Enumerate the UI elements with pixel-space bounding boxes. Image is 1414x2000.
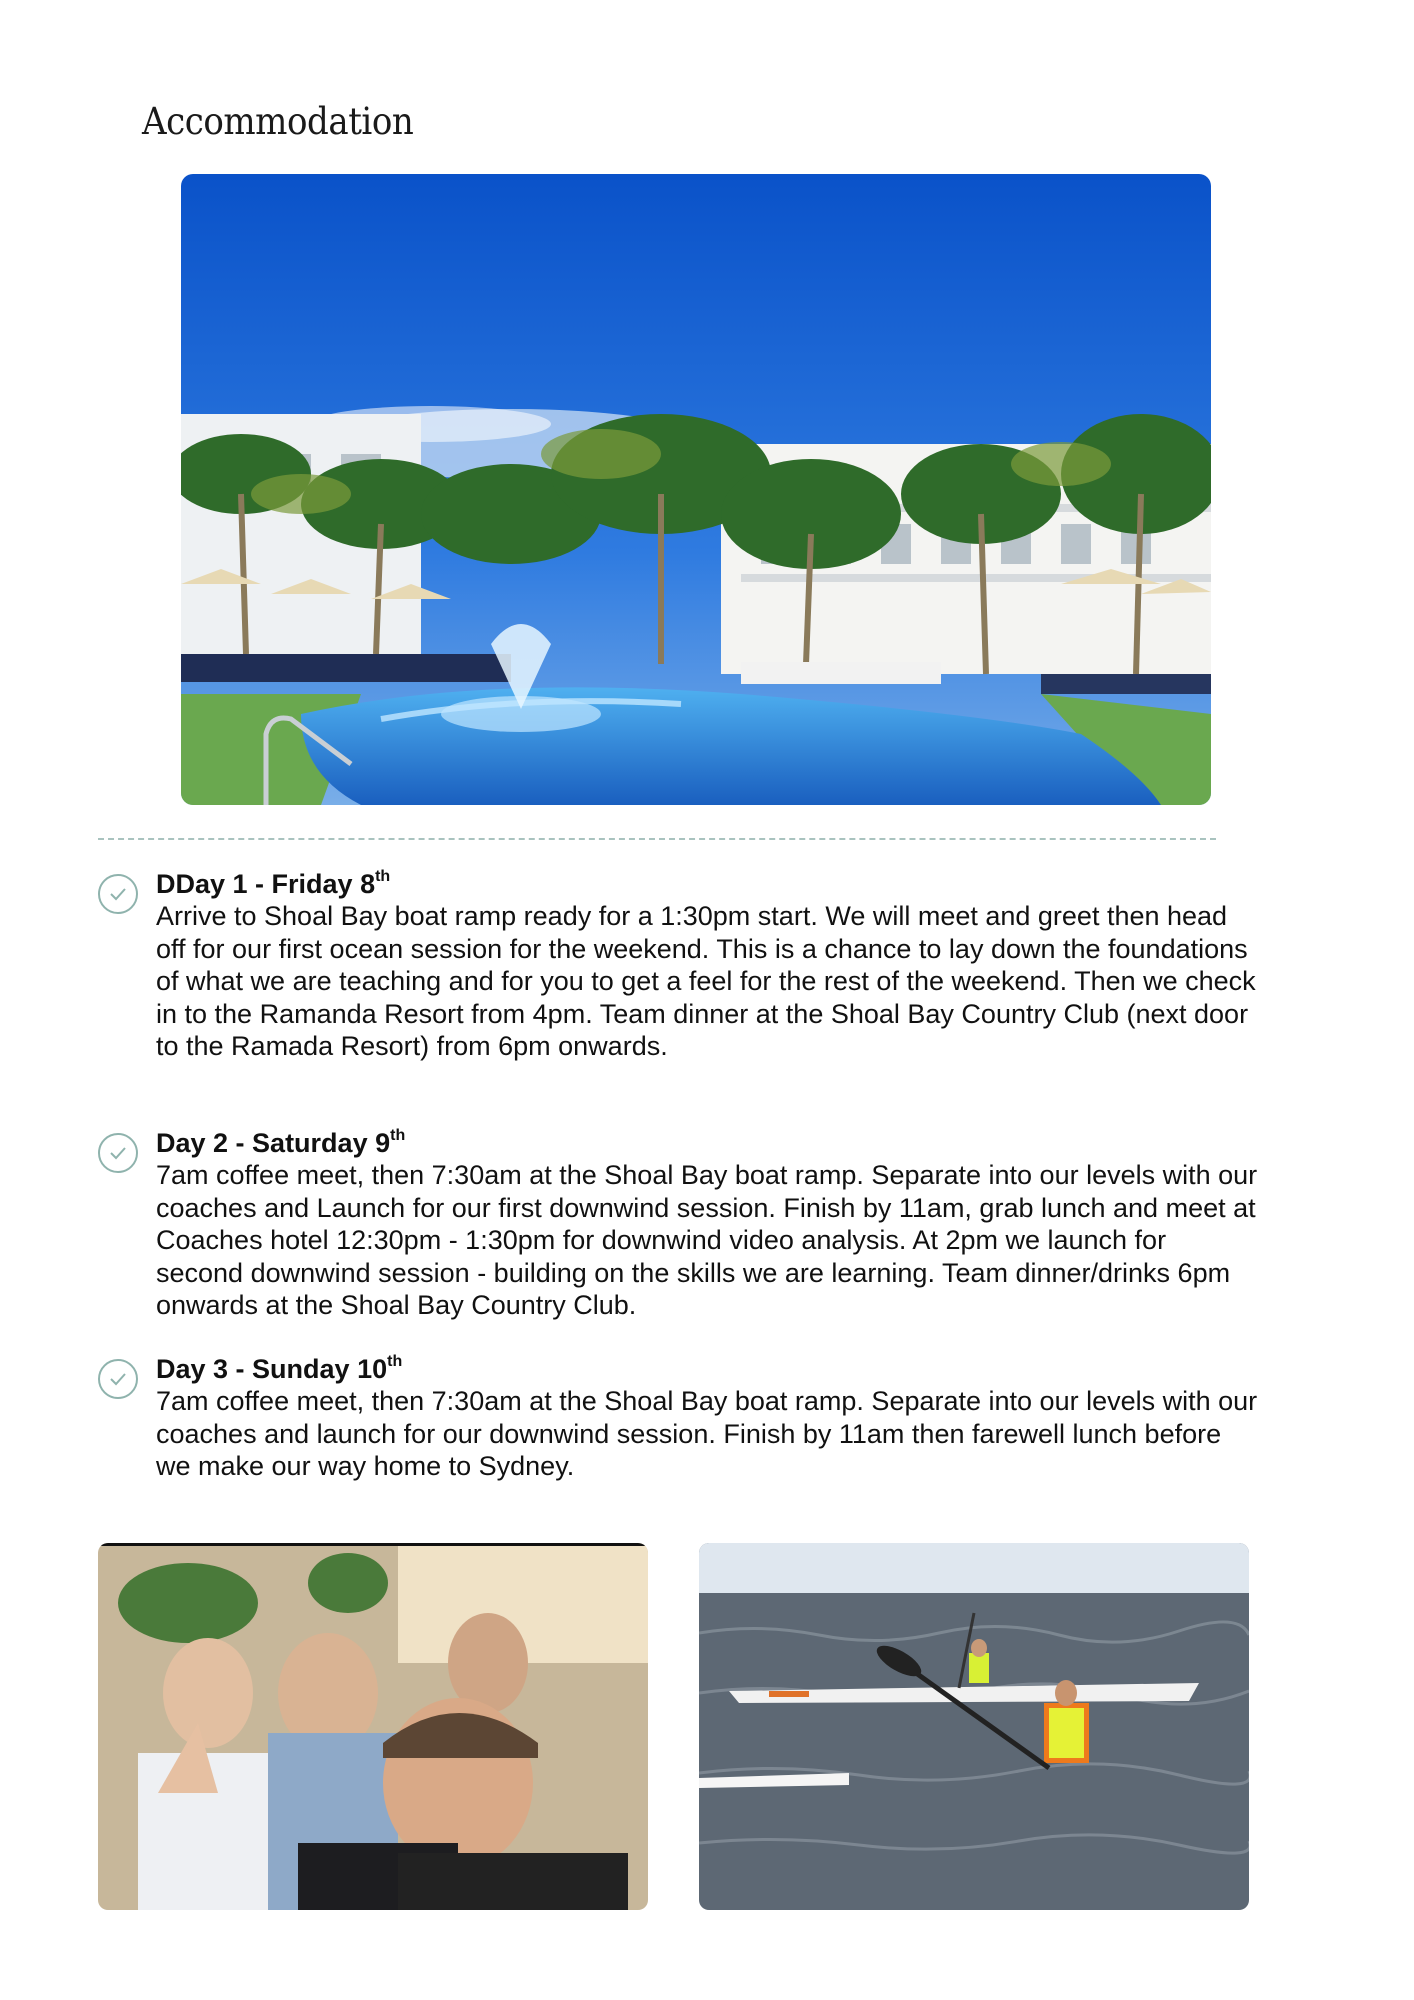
day-heading: Day 2 - Saturday 9th bbox=[156, 1127, 406, 1158]
itinerary-item-day-1 bbox=[98, 868, 1258, 1063]
day-description: 7am coffee meet, then 7:30am at the Shoal Bay boat ramp. Separate into our levels with our coaches and launch for our downwind session. Finish by 11am then farewell lunch before we make our way home to Sydney. bbox=[156, 1386, 1258, 1481]
checkmark-icon bbox=[98, 874, 138, 914]
resort-pool-photo bbox=[181, 174, 1211, 805]
ocean-paddling-photo bbox=[699, 1543, 1249, 1910]
day-description: 7am coffee meet, then 7:30am at the Shoal Bay boat ramp. Separate into our levels with our coaches and Launch for our first downwind session. Finish by 11am, grab lunch and meet at Coaches hotel 12:30pm - 1:30pm for downwind video analysis. At 2pm we launch for second downwind session - building on the skills we are learning. Team dinner/drinks 6pm onwards at the Shoal Bay Country Club. bbox=[156, 1160, 1258, 1320]
page-title: Accommodation bbox=[142, 100, 414, 143]
group-celebration-photo bbox=[98, 1543, 648, 1910]
checkmark-icon bbox=[98, 1359, 138, 1399]
section-divider bbox=[98, 838, 1216, 840]
itinerary-item-day-2 bbox=[98, 1127, 1258, 1322]
day-description: Arrive to Shoal Bay boat ramp ready for a 1:30pm start. We will meet and greet then head off for our first ocean session for the weekend. This is a chance to lay down the foundations of what we are teaching and for you to get a feel for the rest of the weekend. Then we check in to the Ramanda Resort from 4pm. Team dinner at the Shoal Bay Country Club (next door to the Ramada Resort) from 6pm onwards. bbox=[156, 901, 1256, 1061]
checkmark-icon bbox=[98, 1133, 138, 1173]
itinerary-item-day-3 bbox=[98, 1353, 1258, 1483]
day-heading: DDay 1 - Friday 8th bbox=[156, 868, 391, 899]
day-heading: Day 3 - Sunday 10th bbox=[156, 1353, 403, 1384]
